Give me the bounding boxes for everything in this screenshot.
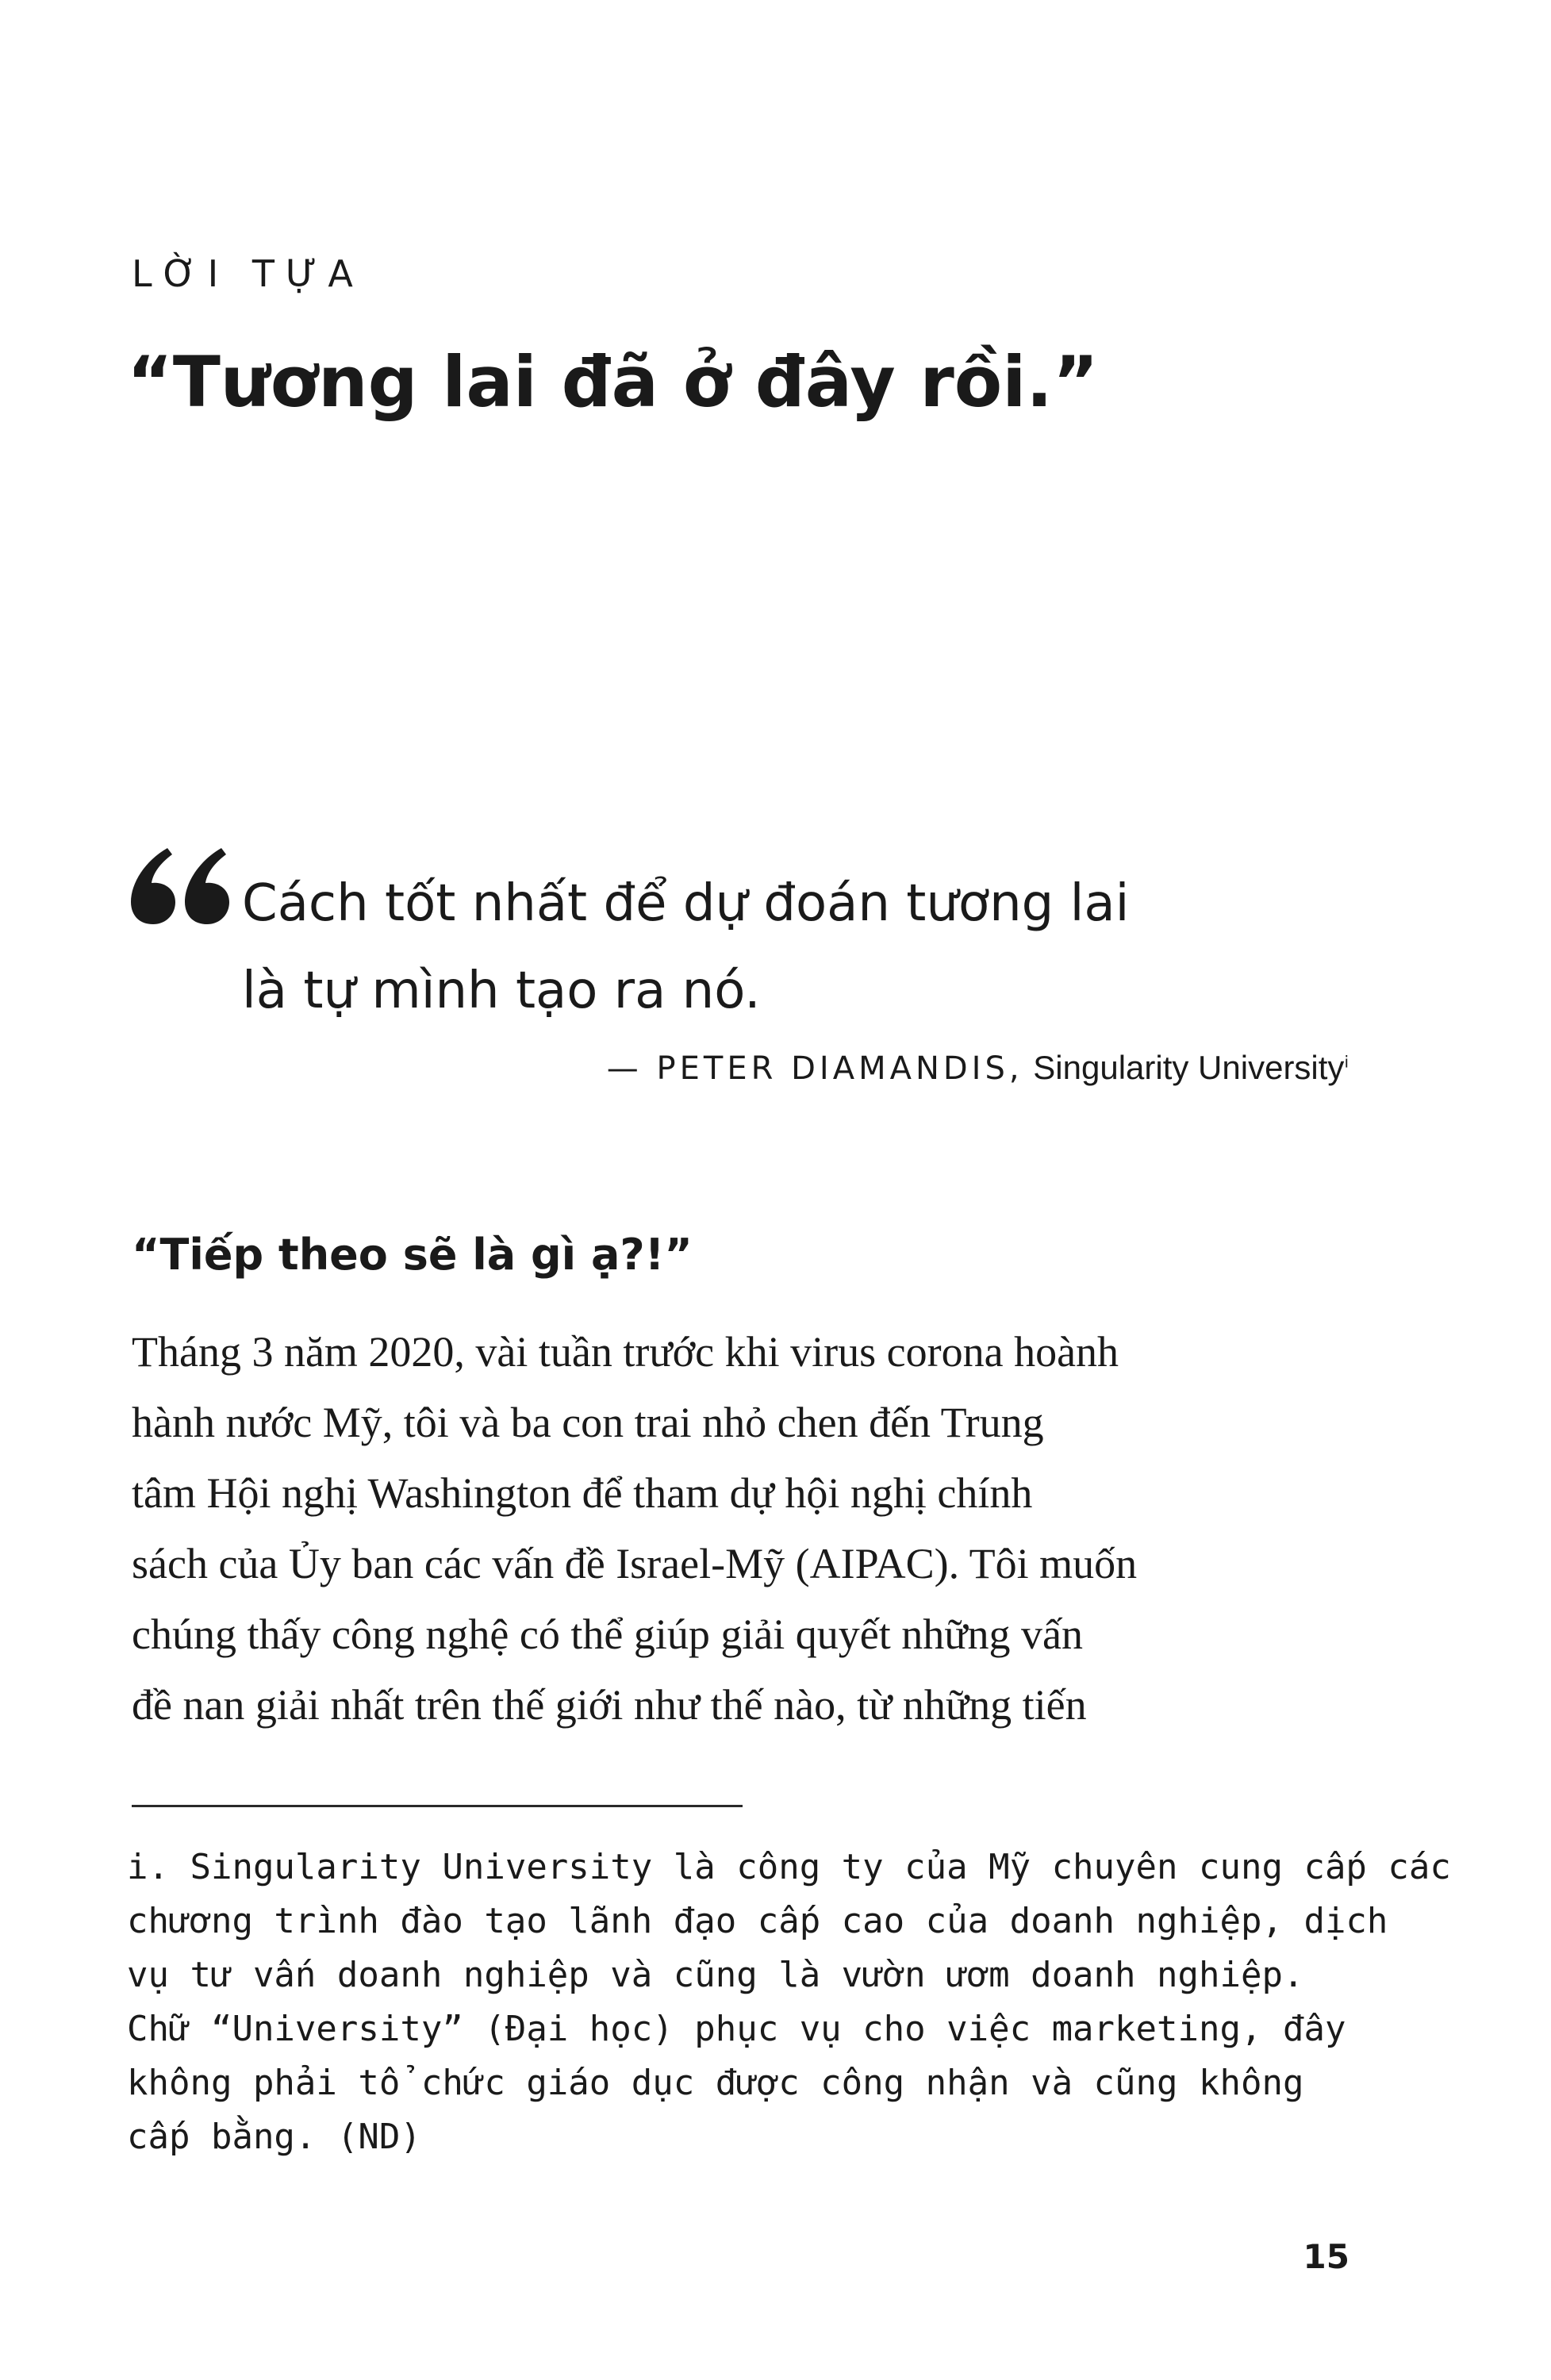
page-number: 15 xyxy=(1303,2237,1349,2276)
footnote-line: vụ tư vấn doanh nghiệp và cũng là vườn ươm doanh nghiệp. xyxy=(127,1955,1304,1995)
attribution-organization: Singularity University xyxy=(1033,1049,1345,1086)
body-line: đề nan giải nhất trên thế giới như thế nào, từ những tiến xyxy=(132,1681,1087,1729)
footnote-divider xyxy=(132,1805,743,1807)
body-line: hành nước Mỹ, tôi và ba con trai nhỏ chen đến Trung xyxy=(132,1399,1044,1446)
footnote-line: i. Singularity University là công ty của Mỹ chuyên cung cấp các xyxy=(127,1847,1451,1887)
body-line: sách của Ủy ban các vấn đề Israel-Mỹ (AIPAC). Tôi muốn xyxy=(132,1540,1138,1587)
body-paragraph xyxy=(132,1317,1353,1741)
section-heading: “Tiếp theo sẽ là gì ạ?!” xyxy=(132,1230,693,1280)
epigraph-attribution xyxy=(607,1049,1349,1087)
epigraph-line: Cách tốt nhất để dự đoán tương lai xyxy=(242,874,1130,933)
footnote-line: chương trình đào tạo lãnh đạo cấp cao của doanh nghiệp, dịch xyxy=(127,1901,1388,1941)
chapter-title: “Tương lai đã ở đây rồi.” xyxy=(127,341,1099,423)
quote-mark-glyph xyxy=(129,846,232,926)
footnote-reference: i xyxy=(1344,1052,1349,1072)
body-line: tâm Hội nghị Washington để tham dự hội nghị chính xyxy=(132,1469,1033,1517)
epigraph-quote xyxy=(242,860,1353,1035)
body-line: Tháng 3 năm 2020, vài tuần trước khi virus corona hoành xyxy=(132,1328,1119,1376)
footnote xyxy=(127,1841,1451,2164)
section-label: LỜI TỰA xyxy=(132,252,364,295)
footnote-line: Chữ “University” (Đại học) phục vụ cho việc marketing, đây xyxy=(127,2009,1346,2049)
footnote-line: không phải tổ chức giáo dục được công nhận và cũng không xyxy=(127,2063,1304,2103)
attribution-author: — PETER DIAMANDIS, xyxy=(606,1050,1023,1087)
quote-mark-icon xyxy=(129,825,232,944)
epigraph-line: là tự mình tạo ra nó. xyxy=(242,962,761,1020)
body-line: chúng thấy công nghệ có thể giúp giải quyết những vấn xyxy=(132,1610,1083,1658)
footnote-line: cấp bằng. (ND) xyxy=(127,2117,421,2157)
